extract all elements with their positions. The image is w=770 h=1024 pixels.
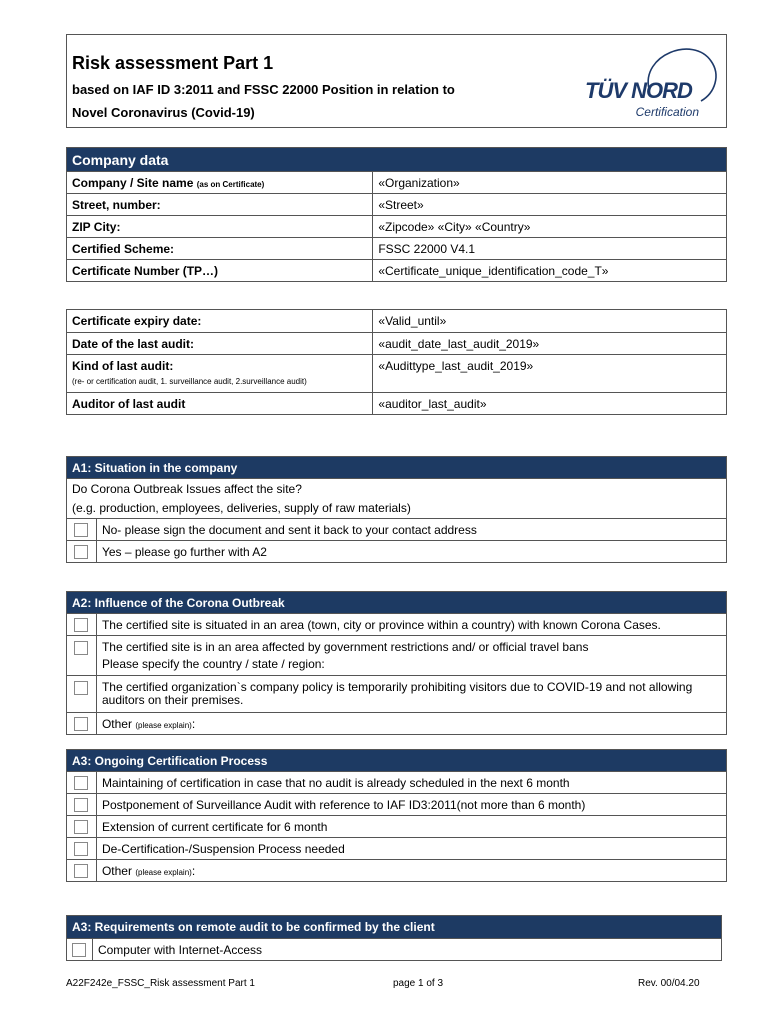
- document-header: [66, 34, 727, 128]
- a3-ongoing-table: [66, 749, 727, 882]
- logo-subtitle: Certification: [635, 105, 699, 119]
- certificate-number-value[interactable]: «Certificate_unique_identification_code_T»: [373, 260, 727, 282]
- a2-option1-label: The certified site is situated in an area (town, city or province within a country) with known Corona Cases.: [96, 614, 726, 636]
- a2-other-label: Other (please explain):: [96, 713, 726, 735]
- kind-of-audit-value[interactable]: «Audittype_last_audit_2019»: [373, 355, 727, 393]
- a3-option1-label: Maintaining of certification in case that no audit is already scheduled in the next 6 month: [96, 772, 726, 794]
- a1-yes-checkbox[interactable]: [74, 545, 88, 559]
- a2-option2-checkbox[interactable]: [74, 641, 88, 655]
- a3-remote-audit-table: [66, 915, 722, 961]
- company-data-title: Company data: [67, 148, 727, 172]
- zip-city-label: ZIP City:: [67, 216, 373, 238]
- a2-title: A2: Influence of the Corona Outbreak: [67, 592, 727, 614]
- footer-revision: Rev. 00/04.20: [638, 978, 700, 989]
- logo-text: TÜV NORD: [585, 78, 692, 103]
- certificate-number-label: Certificate Number (TP…): [67, 260, 373, 282]
- page-title: Risk assessment Part 1: [72, 53, 274, 73]
- expiry-date-value[interactable]: «Valid_until»: [373, 310, 727, 333]
- a3-title: A3: Ongoing Certification Process: [67, 750, 727, 772]
- certified-scheme-value[interactable]: FSSC 22000 V4.1: [373, 238, 727, 260]
- a1-no-checkbox[interactable]: [74, 523, 88, 537]
- subtitle-line-2: Novel Coronavirus (Covid-19): [72, 105, 255, 120]
- a3b-title: A3: Requirements on remote audit to be confirmed by the client: [67, 916, 722, 939]
- a3-other-checkbox[interactable]: [74, 864, 88, 878]
- a1-title: A1: Situation in the company: [67, 457, 727, 479]
- footer-doc-id: A22F242e_FSSC_Risk assessment Part 1: [66, 978, 255, 989]
- company-data-table: [66, 147, 727, 282]
- a1-no-label: No- please sign the document and sent it back to your contact address: [96, 519, 726, 541]
- a3-option1-checkbox[interactable]: [74, 776, 88, 790]
- a3-option2-label: Postponement of Surveillance Audit with reference to IAF ID3:2011(not more than 6 month): [96, 794, 726, 816]
- a2-option2-label: The certified site is in an area affected by government restrictions and/ or official travel bans Please specify the country / state / region:: [96, 636, 726, 676]
- a3-option4-checkbox[interactable]: [74, 842, 88, 856]
- certified-scheme-label: Certified Scheme:: [67, 238, 373, 260]
- last-audit-date-value[interactable]: «audit_date_last_audit_2019»: [373, 333, 727, 355]
- a2-influence-table: [66, 591, 727, 735]
- a3-option2-checkbox[interactable]: [74, 798, 88, 812]
- street-value[interactable]: «Street»: [373, 194, 727, 216]
- a2-other-checkbox[interactable]: [74, 717, 88, 731]
- footer-page-number: page 1 of 3: [393, 978, 444, 989]
- a1-yes-label: Yes – please go further with A2: [96, 541, 726, 563]
- a3b-option1-checkbox[interactable]: [72, 943, 86, 957]
- company-name-value[interactable]: «Organization»: [373, 172, 727, 194]
- a2-option3-checkbox[interactable]: [74, 681, 88, 695]
- expiry-date-label: Certificate expiry date:: [67, 310, 373, 333]
- a3-other-label: Other (please explain):: [96, 860, 726, 882]
- a3-option3-checkbox[interactable]: [74, 820, 88, 834]
- auditor-label: Auditor of last audit: [67, 393, 373, 415]
- a2-option1-checkbox[interactable]: [74, 618, 88, 632]
- a1-question: Do Corona Outbreak Issues affect the site? (e.g. production, employees, deliveries, supply of raw materials): [67, 479, 727, 519]
- last-audit-date-label: Date of the last audit:: [67, 333, 373, 355]
- audit-data-table: [66, 309, 727, 415]
- kind-of-audit-label: Kind of last audit: (re- or certification audit, 1. surveillance audit, 2.surveillance audit): [67, 355, 373, 393]
- zip-city-value[interactable]: «Zipcode» «City» «Country»: [373, 216, 727, 238]
- street-label: Street, number:: [67, 194, 373, 216]
- auditor-value[interactable]: «auditor_last_audit»: [373, 393, 727, 415]
- a3b-option1-label: Computer with Internet-Access: [92, 939, 721, 961]
- company-name-label: Company / Site name (as on Certificate): [67, 172, 373, 194]
- a3-option4-label: De-Certification-/Suspension Process needed: [96, 838, 726, 860]
- a1-situation-table: [66, 456, 727, 563]
- tuv-nord-logo: [583, 41, 723, 125]
- a2-option3-label: The certified organization`s company policy is temporarily prohibiting visitors due to COVID-19 and not allowing auditors on their premises.: [96, 676, 726, 713]
- subtitle-line-1: based on IAF ID 3:2011 and FSSC 22000 Position in relation to: [72, 82, 455, 97]
- a3-option3-label: Extension of current certificate for 6 month: [96, 816, 726, 838]
